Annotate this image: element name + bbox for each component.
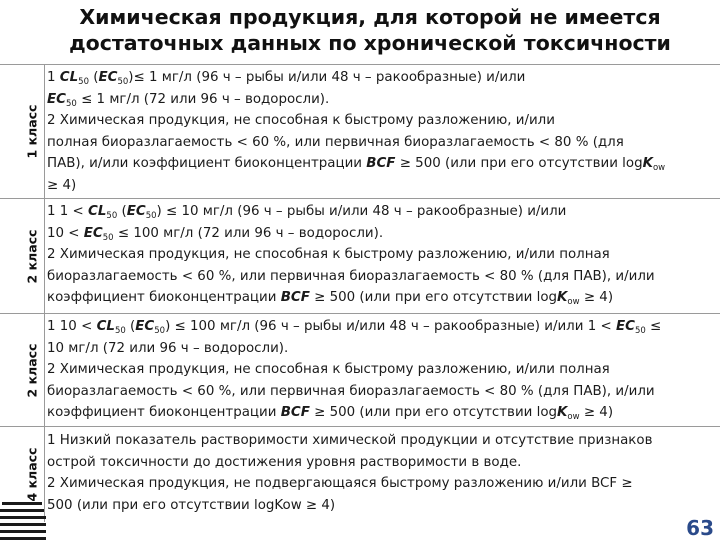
row-divider-4: [0, 426, 720, 427]
row-label-4: 4 класс: [24, 447, 40, 502]
criteria-line: полная биоразлагаемость < 60 %, или первичная биоразлагаемость < 80 % (для: [47, 134, 624, 150]
criteria-line: 1 Низкий показатель растворимости химической продукции и отсутствие признаков: [47, 433, 653, 448]
criteria-cell-class-1: [47, 67, 710, 196]
striped-logo-icon: [0, 496, 48, 540]
row-label-2: 2 класс: [24, 229, 40, 283]
row-divider-1: [0, 64, 720, 65]
criteria-line: биоразлагаемость < 60 %, или первичная биоразлагаемость < 80 % (для ПАВ), и/или: [47, 383, 655, 399]
criteria-line: 2 Химическая продукция, не способная к быстрому разложению, и/или: [47, 113, 555, 128]
criteria-line: ≥ 4): [47, 177, 77, 193]
slide-title: [30, 4, 710, 56]
row-label-1: 1 класс: [24, 104, 40, 159]
criteria-line: $10 < EC_{50} \le 100$ мг/л (72 или 96 ч – водоросли).: [47, 225, 384, 243]
vertical-divider: [44, 64, 45, 522]
criteria-line: 1 $CL_{50}$ $(EC_{50})\le 1$ мг/л (96 ч – рыбы и/или 48 ч – ракообразные) и/или: [47, 70, 526, 87]
criteria-line: коэффициент биоконцентрации BCF ≥ 500 (или при его отсутствии logK$_{ow}$ ≥ 4): [47, 290, 614, 307]
criteria-line: биоразлагаемость < 60 %, или первичная биоразлагаемость < 80 % (для ПАВ), и/или: [47, 268, 655, 284]
criteria-line: $EC_{50} \le 1$ мг/л (72 или 96 ч – водоросли).: [47, 91, 330, 109]
criteria-line: 500 (или при его отсутствии logKow ≥ 4): [47, 497, 336, 513]
row-divider-3: [0, 313, 720, 314]
criteria-line: 1 $1 < CL_{50}$ $(EC_{50}) \le 10$ мг/л (96 ч – рыбы и/или 48 ч – ракообразные) и/или: [47, 204, 567, 221]
criteria-line: 10 мг/л (72 или 96 ч – водоросли).: [47, 340, 289, 356]
criteria-line: острой токсичности до достижения уровня растворимости в воде.: [47, 454, 522, 470]
criteria-line: ПАВ), и/или коэффициент биоконцентрации BCF ≥ 500 (или при его отсутствии logK$_{ow}$: [47, 156, 666, 173]
criteria-line: 2 Химическая продукция, не способная к быстрому разложению, и/или полная: [47, 247, 610, 262]
criteria-line: 2 Химическая продукция, не способная к быстрому разложению, и/или полная: [47, 362, 610, 377]
criteria-cell-class-2b: [47, 316, 710, 424]
row-divider-2: [0, 198, 720, 199]
criteria-cell-class-4: [47, 430, 710, 516]
title-line-2: достаточных данных по хронической токсичности: [69, 31, 671, 55]
title-line-1: Химическая продукция, для которой не имеется: [79, 5, 661, 29]
criteria-cell-class-2a: [47, 201, 710, 309]
page-number: 63: [686, 516, 714, 540]
row-label-3: 2 класс: [24, 343, 40, 397]
criteria-line: 2 Химическая продукция, не подвергающаяся быстрому разложению и/или BCF ≥: [47, 476, 633, 491]
criteria-line: 1 $10 < CL_{50}$ $(EC_{50}) \le 100$ мг/л (96 ч – рыбы и/или 48 ч – ракообразные) и/или $1 < EC_{50}$ ≤: [47, 319, 662, 336]
criteria-line: коэффициент биоконцентрации BCF ≥ 500 (или при его отсутствии logK$_{ow}$ ≥ 4): [47, 405, 614, 422]
